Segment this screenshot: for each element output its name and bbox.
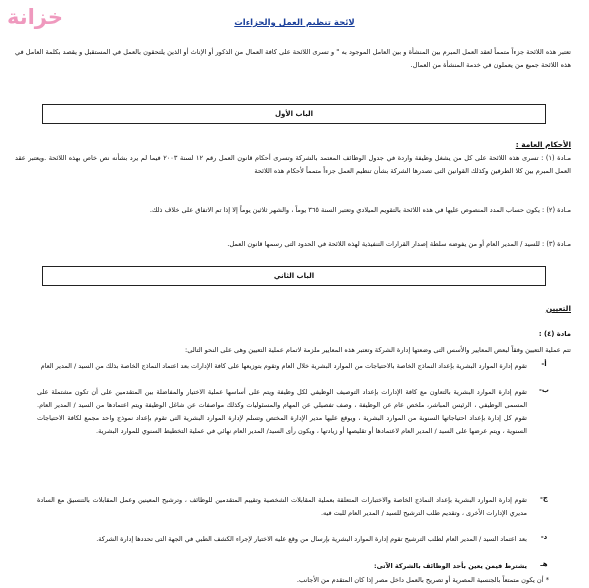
item-letter: ج- [540,494,548,502]
article-1: مـادة (١) : تسرى هذه اللائحة على كل من يشغل وظيفة واردة في جدول الوظائف المعتمد بالشركة وتسرى أحكام قانون العمل رقم ١٢ لسنة ٢٠٠٣ فيما لم يرد بشأنه نص خاص بهذه اللائحة .ويعتبر عقد العمل المبرم بين كلا الطرفين وكذلك القوانين التى تصدرها الشركة بشأن تنظيم العمل جزءاً متمماً لأحكام هذه اللائحة [15,154,571,175]
article-3: مـادة (٣) : للسيد / المدير العام أو من يفوضه سلطة إصدار القرارات التنفيذية لهذه اللائحة في الحدود التى رسمها قانون العمل. [227,240,571,248]
article-2: مـادة (٢) : يكون حساب المدد المنصوص عليها في هذه اللائحة بالتقويم الميلادي وتعتبر السنة ٣٦٥ يوماً ، والشهر ثلاثين يوماً إلا إذا تم الاتفاق على خلاف ذلك. [149,206,571,214]
requirement-line: * أن يكون متمتعاً بالجنسية المصرية أو تصريح بالعمل داخل مصر إذا كان المتقدم من الأجانب. [296,576,549,584]
chapter-one-title: الباب الأول [274,110,314,118]
item-text: تقوم إدارة الموارد البشرية بإعداد النماذج الخاصة بالاحتياجات من الموارد البشرية خلال العام وتقوم بتوزيعها على كافة الإدارات بعد اعتماد النماذج الخاصة بذلك من السيد / المدير العام [40,362,527,370]
article-4-label: مادة (٤) : [538,330,571,338]
chapter-one-box [42,104,546,124]
item-text: يشترط فيمن يعين بأحد الوظائف بالشركة الآتى: [373,562,527,570]
item-letter: هـ [540,560,548,568]
article-4-intro: تتم عملية التعيين وفقاً لبعض المعايير والأسس التى وضعتها إدارة الشركة وتعتبر هذه المعايير ملزمة لاتمام عملية التعيين وهى على النحو التالى: [185,346,571,354]
item-text: تقوم إدارة الموارد البشرية بإعداد النماذج الخاصة والاختبارات المتعلقة بعملية المقابلات الشخصية وتقييم المتقدمين للوظائف ، وترشيح المعينين وعمل المقابلات بالتنسيق مع السادة مديري الإدارات الأخرى ، وتقديم طلب الترشيح للسيد / المدير العام للبت فيه. [37,496,527,517]
appointment-heading: التعيين [545,304,571,313]
intro-paragraph: تعتبر هذه اللائحة جزءاً متمماً لعقد العمل المبرم بين المنشأة و بين العامل الموجود به " و تسرى اللائحة على كافة العمال من الذكور أو الإناث أو الذين يلتحقون بالعمل في المستقبل و يقصد بكلمة العامل في هذه اللائحة جميع من يعملون في خدمة المنشأة من العمال. [15,48,571,69]
item-letter: أ- [541,360,547,368]
general-provisions-heading: الأحكام العامة : [515,140,571,149]
chapter-two-title: الباب الثاني [273,272,315,280]
logo: خزانة [6,5,64,29]
item-text: بعد اعتماد السيد / المدير العام لطلب الترشيح تقوم إدارة الموارد البشرية بإرسال من وقع عليه الاختيار لإجراء الكشف الطبي في الجهة التى تحددها إدارة الشركة. [96,535,527,543]
item-text: تقوم إدارة الموارد البشرية بالتعاون مع كافة الإدارات بإعداد التوصيف الوظيفي لكل وظيفة ويتم على أساسها عملية الاختيار والمفاضلة بين المتقدمين على أن تكون مشتملة على المسمى الوظيفي ، الرئيس المباشر، ملخص عام عن الوظيفة ، وصف تفصيلي عن المهام والمسئوليات وكذلك مواصفات عن شاغل الوظيفة ويتم اعتمادها من السيد / المدير العام. تقوم كل إدارة بإعداد احتياجاتها السنوية من الموارد البشرية ، ويوقع عليها مدير الإدارة المختص وتسلم لإدارة الموارد البشرية التى تقوم بإعداد نموذج واحد مجمع لكافة الاحتياجات السنوية ، ويتم عرضها على السيد / المدير العام لاعتمادها أو تقليصها أو زيادتها ، ويكون رأى السيد/ المدير العام نهائي في عملية التخطيط السنوي للموارد البشرية. [37,388,527,435]
item-letter: ب- [539,386,549,394]
document-title: لائحة تنظيم العمل والجزاءات [234,18,355,28]
item-letter: د- [540,533,548,541]
chapter-two-box [42,266,546,286]
